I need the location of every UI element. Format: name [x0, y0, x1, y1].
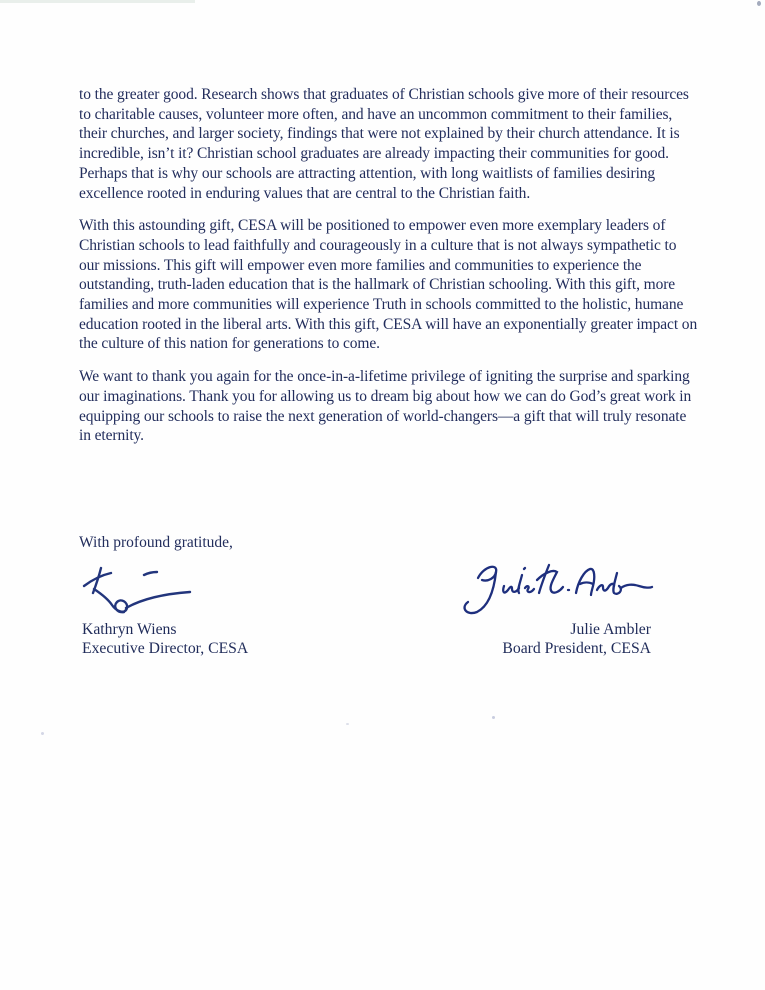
- signatory-left-name: Kathryn Wiens: [82, 621, 177, 638]
- letter-body: [79, 85, 699, 459]
- scan-speck: [492, 716, 495, 719]
- signatory-right-name: Julie Ambler: [570, 621, 651, 638]
- julie-ambler-signature: [452, 556, 654, 618]
- scan-artifact-top-edge: [0, 0, 195, 3]
- closing-salutation: With profound gratitude,: [79, 534, 233, 551]
- signatory-right-title: Board President, CESA: [502, 639, 651, 657]
- signatory-left: [82, 621, 248, 658]
- kathryn-wiens-signature: [80, 562, 202, 620]
- paragraph-2: With this astounding gift, CESA will be positioned to empower even more exemplary leaders of Christian schools to lead faithfully and courageously in a culture that is not always sympathetic to our missions. This gift will empower even more families and communities to experience the outstanding, truth-laden education that is the hallmark of Christian schooling. With this gift, more families and more communities will experience Truth in schools committed to the holistic, humane education rooted in the liberal arts. With this gift, CESA will have an exponentially greater impact on the culture of this nation for generations to come.: [79, 217, 698, 353]
- scan-speck: [41, 732, 44, 735]
- scan-speck: [346, 723, 349, 725]
- paragraph-3: We want to thank you again for the once-in-a-lifetime privilege of igniting the surprise and sparking our imaginations. Thank you for allowing us to dream big about how we can do God’s great work in equipping our schools to raise the next generation of world-changers—a gift that will truly resonate in eternity.: [79, 368, 692, 445]
- signatory-left-title: Executive Director, CESA: [82, 639, 249, 657]
- signatory-right: [430, 621, 651, 658]
- scan-speck: [757, 1, 761, 6]
- paragraph-1: to the greater good. Research shows that graduates of Christian schools give more of their resources to charitable causes, volunteer more often, and have an uncommon commitment to their families, their churches, and larger society, findings that were not explained by their church attendance. It is incredible, isn’t it? Christian school graduates are already impacting their communities for good. Perhaps that is why our schools are attracting attention, with long waitlists of families desiring excellence rooted in enduring values that are central to the Christian faith.: [79, 86, 689, 202]
